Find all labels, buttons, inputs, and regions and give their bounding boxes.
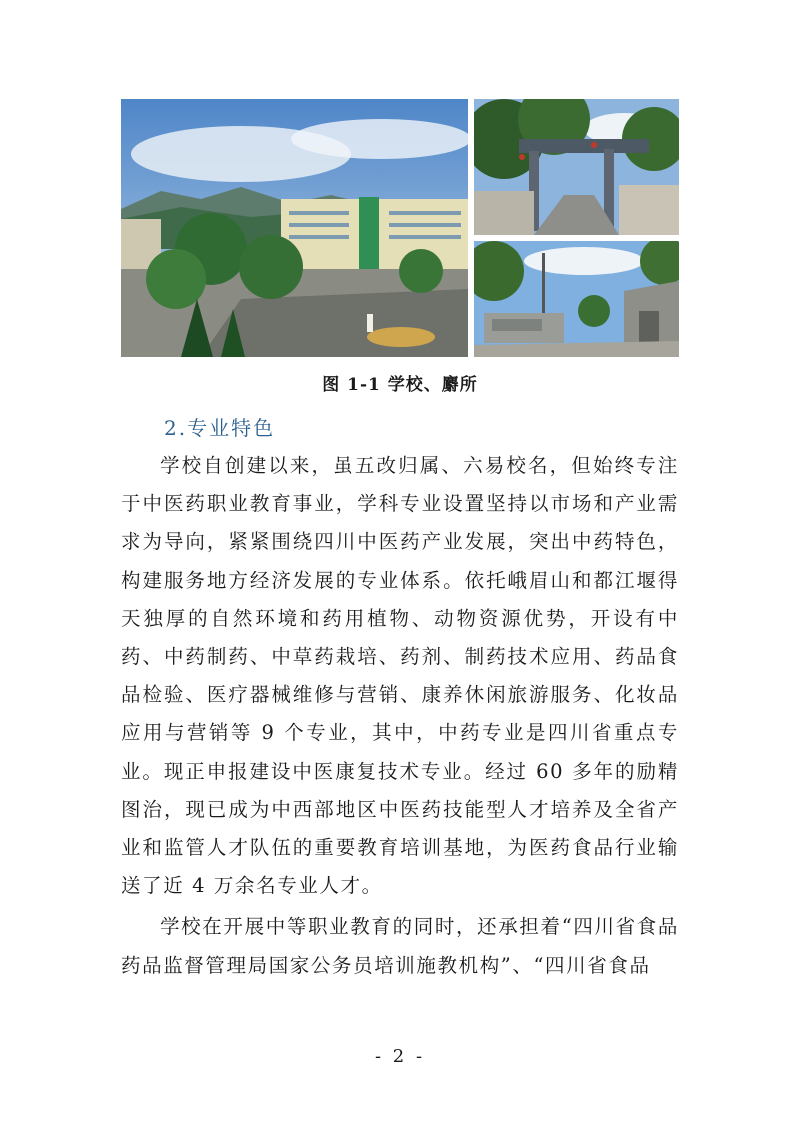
- figure-photos: [121, 99, 679, 357]
- paragraph-1: 学校自创建以来，虽五改归属、六易校名，但始终专注于中医药职业教育事业，学科专业设置坚持以市场和产业需求为导向，紧紧围绕四川中医药产业发展，突出中药特色，构建服务地方经济发展的专业体系。依托峨眉山和都江堰得天独厚的自然环境和药用植物、动物资源优势，开设有中药、中药制药、中草药栽培、药剂、制药技术应用、药品食品检验、医疗器械维修与营销、康养休闲旅游服务、化妆品应用与营销等 9 个专业，其中，中药专业是四川省重点专业。现正申报建设中医康复技术专业。经过 60 多年的励精图治，现已成为中西部地区中医药技能型人才培养及全省产业和监管人才队伍的重要教育培训基地，为医药食品行业输送了近 4 万余名专业人才。: [121, 454, 679, 898]
- figure-caption: 图 1-1 学校、麝所: [322, 375, 478, 395]
- entrance-walls-photo: [474, 241, 679, 357]
- campus-aerial-photo: [121, 99, 468, 357]
- gate-archway-photo: [474, 99, 679, 235]
- section-heading: 2.专业特色: [164, 416, 276, 440]
- body-text: [121, 447, 679, 985]
- page-number: - 2 -: [374, 1046, 426, 1067]
- paragraph-2: 学校在开展中等职业教育的同时，还承担着“四川省食品药品监督管理局国家公务员培训施教机构”、“四川省食品: [121, 915, 679, 977]
